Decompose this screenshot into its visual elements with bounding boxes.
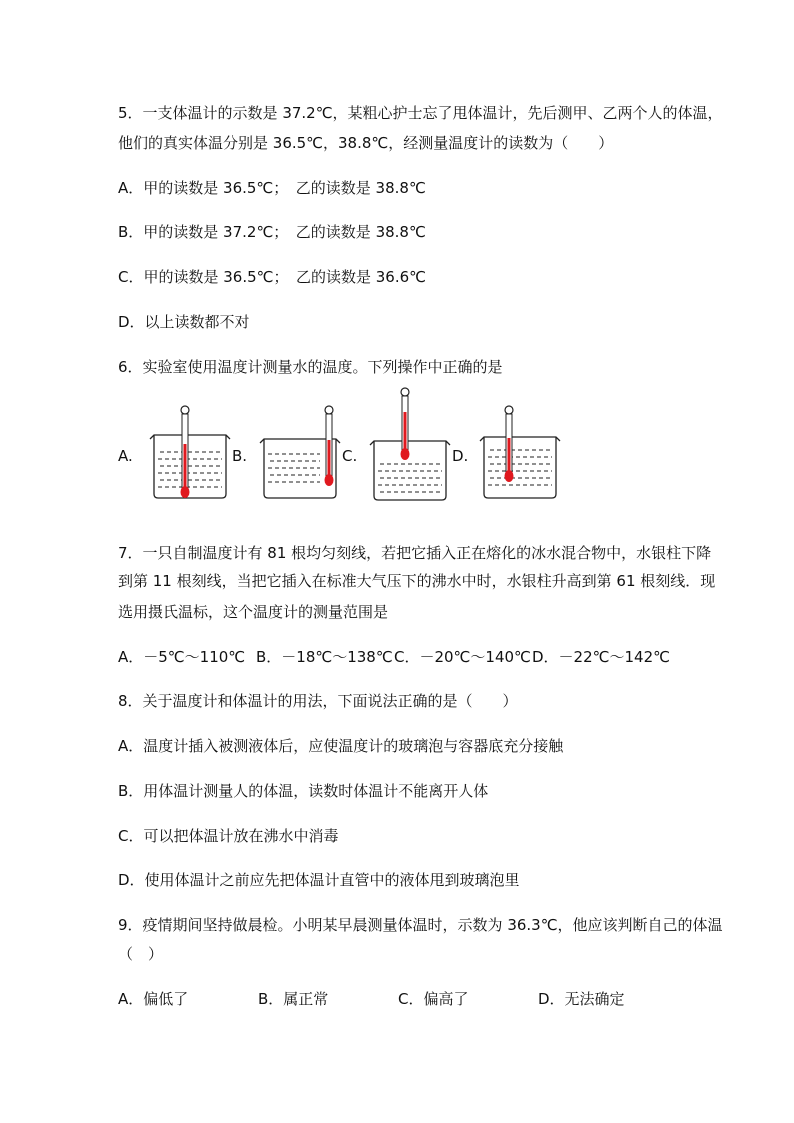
q7-stem-line3: 选用摄氏温标，这个温度计的测量范围是 bbox=[118, 603, 389, 621]
q8-option-c: C．可以把体温计放在沸水中消毒 bbox=[118, 827, 339, 845]
q5-stem-line2: 他们的真实体温分别是 36.5℃，38.8℃，经测量温度计的读数为（ ） bbox=[118, 134, 614, 152]
q7-stem-line1: 7．一只自制温度计有 81 根均匀刻线，若把它插入正在熔化的冰水混合物中，水银柱下降 bbox=[118, 544, 712, 562]
q6-label-a: A. bbox=[118, 447, 133, 465]
q7-option-b: B．－18℃～138℃ bbox=[256, 648, 393, 666]
q7-options bbox=[118, 646, 670, 668]
q5-option-c: C．甲的读数是 36.5℃； 乙的读数是 36.6℃ bbox=[118, 268, 426, 286]
q7-option-d: D．－22℃～142℃ bbox=[532, 648, 670, 666]
q5-stem-line1: 5．一支体温计的示数是 37.2℃，某粗心护士忘了甩体温计，先后测甲、乙两个人的体温， bbox=[118, 104, 723, 122]
q9-stem-line1: 9．疫情期间坚持做晨检。小明某早晨测量体温时，示数为 36.3℃，他应该判断自己的体温 bbox=[118, 916, 723, 934]
q7-stem-line2: 到第 11 根刻线，当把它插入在标准大气压下的沸水中时，水银柱升高到第 61 根刻线．现 bbox=[118, 572, 716, 590]
q9-option-c: C．偏高了 bbox=[398, 990, 469, 1008]
q6-figure-d-beaker-icon bbox=[478, 404, 562, 504]
q9-stem-line2: （ ） bbox=[118, 945, 164, 963]
q9-options bbox=[118, 988, 625, 1010]
q6-figure-a-beaker-icon bbox=[148, 404, 232, 504]
q6-label-b: B. bbox=[232, 447, 248, 465]
q8-option-a: A．温度计插入被测液体后，应使温度计的玻璃泡与容器底充分接触 bbox=[118, 737, 564, 755]
q6-figure-c-beaker-icon bbox=[368, 386, 452, 506]
q8-option-d: D．使用体温计之前应先把体温计直管中的液体甩到玻璃泡里 bbox=[118, 871, 520, 889]
q9-option-d: D．无法确定 bbox=[538, 990, 625, 1008]
q7-option-c: C．－20℃～140℃ bbox=[394, 648, 531, 666]
q6-figure-b-beaker-icon bbox=[258, 404, 342, 504]
q7-option-a: A．－5℃～110℃ bbox=[118, 648, 246, 666]
q8-option-b: B．用体温计测量人的体温，读数时体温计不能离开人体 bbox=[118, 782, 489, 800]
q5-option-b: B．甲的读数是 37.2℃； 乙的读数是 38.8℃ bbox=[118, 223, 426, 241]
q6-label-c: C. bbox=[342, 447, 358, 465]
q6-figures bbox=[118, 396, 588, 511]
q8-stem: 8．关于温度计和体温计的用法，下面说法正确的是（ ） bbox=[118, 692, 518, 710]
q6-label-d: D. bbox=[452, 447, 469, 465]
q9-option-b: B．属正常 bbox=[258, 990, 329, 1008]
q6-stem: 6．实验室使用温度计测量水的温度。下列操作中正确的是 bbox=[118, 358, 503, 376]
q5-option-d: D．以上读数都不对 bbox=[118, 313, 250, 331]
q9-option-a: A．偏低了 bbox=[118, 990, 189, 1008]
q5-option-a: A．甲的读数是 36.5℃； 乙的读数是 38.8℃ bbox=[118, 179, 426, 197]
